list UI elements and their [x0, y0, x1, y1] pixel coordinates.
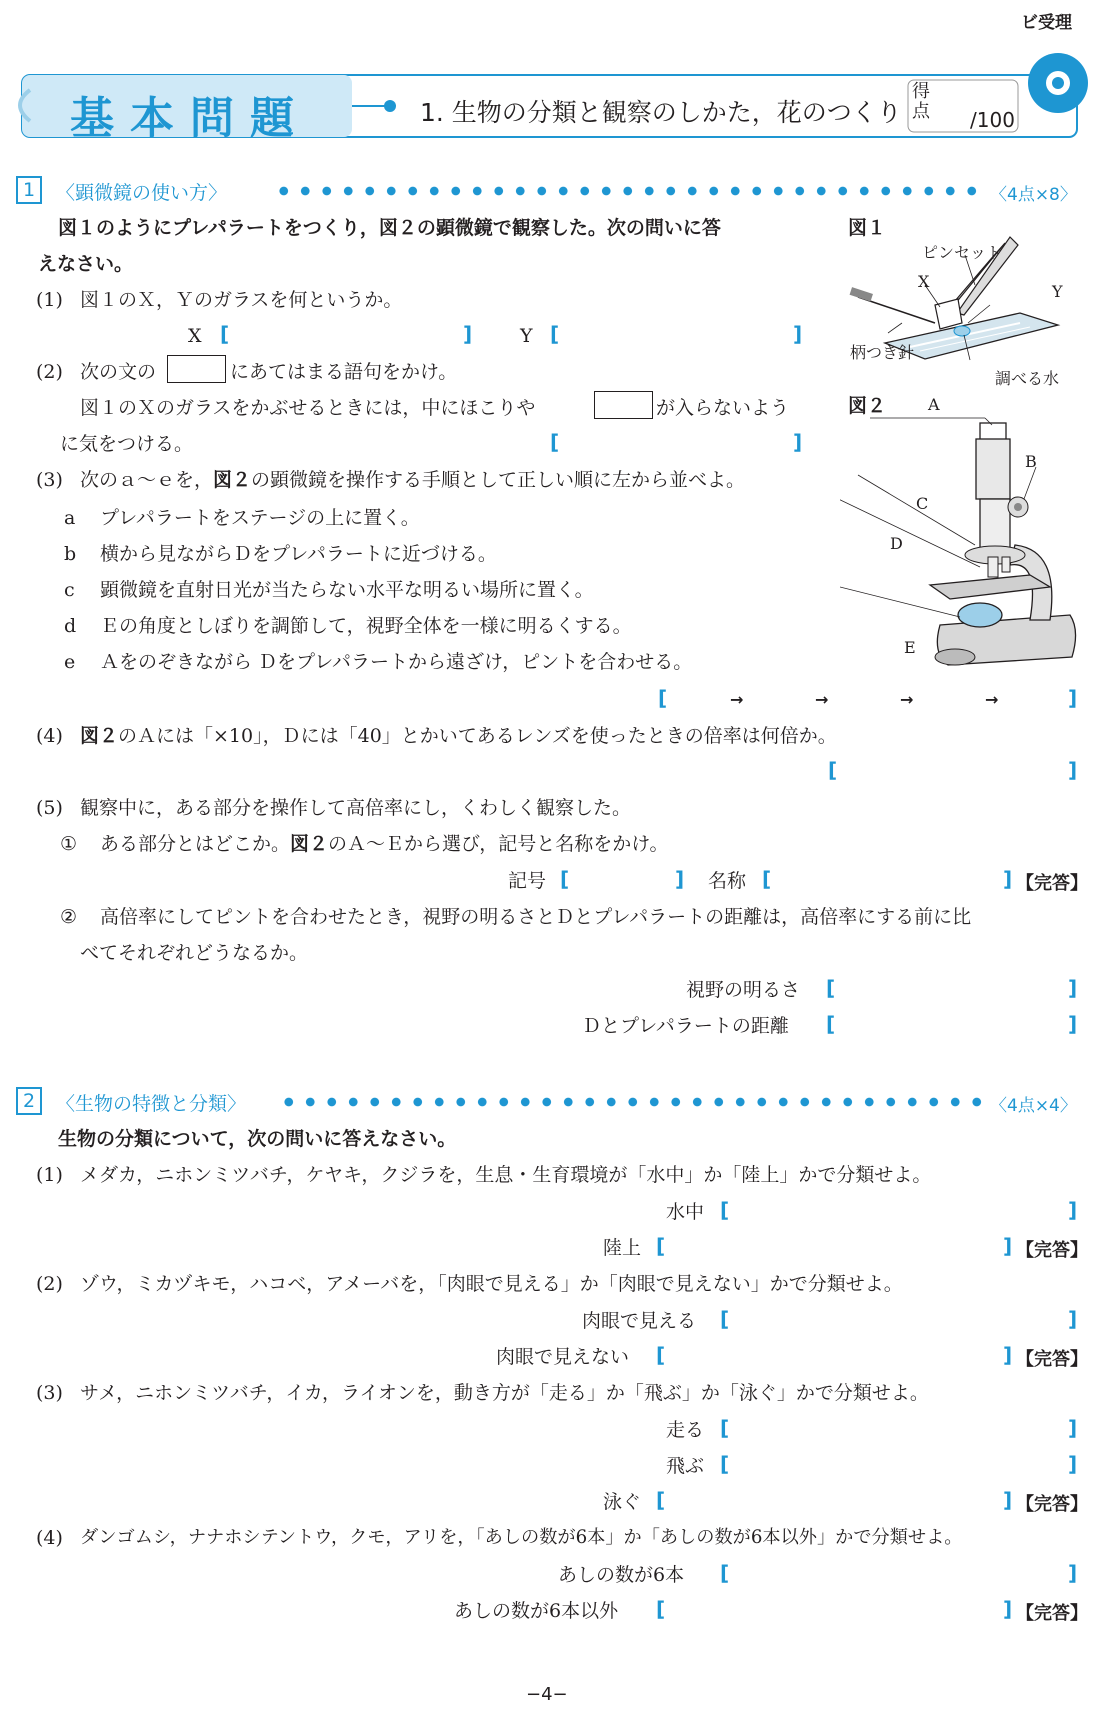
fig1-needle: 柄つき針	[850, 343, 915, 362]
q3-arrow: →	[815, 690, 829, 709]
s2-q3-fly-bracket-close: ]	[1068, 1452, 1078, 1476]
q2-blank-sample	[167, 355, 226, 383]
s2-q3-swim-bracket-open: [	[656, 1488, 666, 1512]
s2-q4-other-bracket-open: [	[656, 1597, 666, 1621]
s2-q1-water-label: 水中	[666, 1201, 705, 1223]
s2-q1-text: メダカ，ニホンミツバチ，ケヤキ，クジラを，生息・生育環境が「水中」か「陸上」かで分類せよ。	[80, 1164, 932, 1186]
q5-2-bright-answer[interactable]	[844, 974, 1064, 1002]
s2-q4-text: ダンゴムシ，ナナホシテントウ，クモ，アリを，「あしの数が6本」か「あしの数が6本以外」かで分類せよ。	[80, 1527, 963, 1548]
s2-q2-invisible-label: 肉眼で見えない	[496, 1346, 630, 1368]
q1-y-bracket-close: ]	[793, 322, 803, 346]
s2-q3-swim-label: 泳ぐ	[603, 1491, 642, 1513]
s2-q4-number: (4)	[36, 1527, 63, 1549]
fig1-x: X	[918, 272, 930, 291]
q3-item-letter: a	[64, 507, 76, 529]
complete-label: 【完答】	[1016, 873, 1088, 894]
q5-2-number: ②	[60, 906, 78, 928]
section-1-number: 1	[16, 176, 42, 204]
q2-bracket-close: ]	[793, 430, 803, 454]
page-number: −4−	[526, 1684, 568, 1705]
q1-x-bracket-open: [	[220, 322, 230, 346]
q5-1-text: ある部分とはどこか。図２のＡ～Ｅから選び，記号と名称をかけ。	[100, 833, 669, 855]
q2-answer[interactable]	[568, 428, 788, 456]
s2-q2-visible-bracket-close: ]	[1068, 1307, 1078, 1331]
s2-q3-swim-answer[interactable]	[674, 1486, 999, 1514]
q1-x-answer[interactable]	[238, 320, 458, 348]
s2-q3-run-bracket-close: ]	[1068, 1416, 1078, 1440]
q1-y-label: Y	[520, 325, 533, 347]
q1-y-answer[interactable]	[568, 320, 788, 348]
q5-2-distance-label: Ｄとプレパラートの距離	[582, 1015, 789, 1037]
q4-number: (4)	[36, 725, 63, 747]
q2-text-c: 図１のＸのガラスをかぶせるときには，中にほこりや	[80, 397, 536, 419]
score-label-1: 得	[912, 81, 930, 102]
q5-1-symbol-answer[interactable]	[578, 865, 673, 893]
complete-label: 【完答】	[1016, 1603, 1088, 1624]
s2-q4-six-label: あしの数が6本	[558, 1564, 685, 1586]
fig1-water: 調べる水	[995, 369, 1060, 388]
s2-q4-six-bracket-open: [	[720, 1561, 730, 1585]
s2-q2-visible-label: 肉眼で見える	[582, 1310, 697, 1332]
s2-q4-other-answer[interactable]	[674, 1595, 999, 1623]
q5-1-name-bracket-open: [	[762, 867, 772, 891]
s2-q3-fly-label: 飛ぶ	[666, 1455, 705, 1477]
s2-q4-six-bracket-close: ]	[1068, 1561, 1078, 1585]
s2-q2-invisible-answer[interactable]	[674, 1341, 999, 1369]
q2-blank	[594, 391, 653, 419]
q2-text-e: に気をつける。	[60, 433, 194, 455]
section-2-title: 〈生物の特徴と分類〉	[56, 1093, 247, 1115]
score-label-2: 点	[912, 101, 930, 122]
q2-text-d: が入らないよう	[656, 397, 790, 419]
q5-1-symbol-bracket-close: ]	[675, 867, 685, 891]
s2-q4-other-bracket-close: ]	[1003, 1597, 1013, 1621]
section-2-intro: 生物の分類について，次の問いに答えなさい。	[58, 1128, 457, 1150]
q2-bracket-open: [	[550, 430, 560, 454]
s2-q1-water-answer[interactable]	[738, 1196, 1063, 1224]
complete-label: 【完答】	[1016, 1494, 1088, 1515]
s2-q1-land-bracket-open: [	[656, 1234, 666, 1258]
s2-q3-run-label: 走る	[666, 1419, 705, 1441]
fig2-a: A	[928, 395, 940, 414]
s2-q1-water-bracket-open: [	[720, 1198, 730, 1222]
q3-item-letter: c	[64, 579, 75, 601]
s2-q4-six-answer[interactable]	[738, 1559, 1063, 1587]
fig1-tweezers: ピンセット	[922, 243, 1003, 262]
s2-q3-fly-answer[interactable]	[738, 1450, 1063, 1478]
s2-q2-number: (2)	[36, 1273, 63, 1295]
fig2-b: B	[1025, 452, 1037, 471]
q3-item-text: 横から見ながらＤをプレパラートに近づける。	[100, 543, 497, 565]
s2-q1-land-bracket-close: ]	[1003, 1234, 1013, 1258]
q5-1-name-answer[interactable]	[780, 865, 1000, 893]
s2-q2-invisible-bracket-open: [	[656, 1343, 666, 1367]
complete-label: 【完答】	[1016, 1240, 1088, 1261]
section-2-dots	[278, 1097, 983, 1107]
q3-text: 次のａ～ｅを，図２の顕微鏡を操作する手順として正しい順に左から並べよ。	[80, 469, 746, 491]
q1-y-bracket-open: [	[550, 322, 560, 346]
q1-number: (1)	[36, 289, 63, 311]
q5-2-bright-bracket-open: [	[826, 976, 836, 1000]
fig1-y: Y	[1052, 282, 1063, 301]
header-badge: 基本問題	[70, 93, 310, 144]
q5-2-distance-answer[interactable]	[844, 1010, 1064, 1038]
fig2-label: 図２	[848, 395, 887, 417]
q5-2-bright-label: 視野の明るさ	[686, 979, 801, 1001]
fig2-e: E	[904, 638, 916, 657]
s2-q3-text: サメ，ニホンミツバチ，イカ，ライオンを，動き方が「走る」か「飛ぶ」か「泳ぐ」かで分類せよ。	[80, 1382, 929, 1404]
intro-line-2: えなさい。	[38, 253, 134, 275]
q5-1-symbol-bracket-open: [	[560, 867, 570, 891]
fig2-c: C	[916, 494, 929, 513]
q3-bracket-close: ]	[1068, 686, 1078, 710]
q4-answer[interactable]	[846, 756, 1066, 784]
q5-1-symbol-label: 記号	[508, 870, 547, 892]
corner-label: ビ受理	[1021, 13, 1072, 33]
s2-q3-swim-bracket-close: ]	[1003, 1488, 1013, 1512]
q3-item-text: Ａをのぞきながら Ｄをプレパラートから遠ざけ，ピントを合わせる。	[100, 651, 693, 673]
s2-q4-other-label: あしの数が6本以外	[454, 1600, 619, 1622]
section-1-points: 〈4点×8〉	[990, 185, 1077, 205]
s2-q1-number: (1)	[36, 1164, 63, 1186]
q5-2-bright-bracket-close: ]	[1068, 976, 1078, 1000]
section-1-dots	[273, 186, 983, 196]
q5-2-distance-bracket-open: [	[826, 1012, 836, 1036]
q1-x-bracket-close: ]	[463, 322, 473, 346]
q5-1-name-label: 名称	[708, 870, 747, 892]
q3-item-text: 顕微鏡を直射日光が当たらない水平な明るい場所に置く。	[100, 579, 594, 601]
intro-line-1: 図１のようにプレパラートをつくり，図２の顕微鏡で観察した。次の問いに答	[58, 217, 721, 239]
header-title: 1. 生物の分類と観察のしかた，花のつくり	[420, 98, 902, 127]
q3-arrow: →	[985, 690, 999, 709]
section-1-title: 〈顕微鏡の使い方〉	[56, 182, 228, 204]
section-2-points: 〈4点×4〉	[990, 1096, 1077, 1116]
q3-arrow: →	[900, 690, 914, 709]
q3-item-letter: d	[64, 615, 77, 637]
s2-q2-visible-answer[interactable]	[738, 1305, 1063, 1333]
q5-text: 観察中に，ある部分を操作して高倍率にし，くわしく観察した。	[80, 797, 632, 819]
q5-2-text-a: 高倍率にしてピントを合わせたとき，視野の明るさとＤとプレパラートの距離は，高倍率にする前に比	[100, 906, 972, 928]
score-max: /100	[970, 108, 1015, 132]
q3-number: (3)	[36, 469, 63, 491]
q4-bracket-open: [	[828, 758, 838, 782]
q5-1-name-bracket-close: ]	[1003, 867, 1013, 891]
q4-bracket-close: ]	[1068, 758, 1078, 782]
fig1-label: 図１	[848, 217, 887, 239]
complete-label: 【完答】	[1016, 1349, 1088, 1370]
q3-item-text: プレパラートをステージの上に置く。	[100, 507, 420, 529]
q3-item-letter: e	[64, 651, 76, 673]
q3-item-letter: b	[64, 543, 77, 565]
q5-2-text-b: べてそれぞれどうなるか。	[80, 942, 309, 964]
s2-q2-visible-bracket-open: [	[720, 1307, 730, 1331]
q1-x-label: X	[188, 325, 202, 347]
s2-q3-run-answer[interactable]	[738, 1414, 1063, 1442]
s2-q1-land-answer[interactable]	[674, 1232, 999, 1260]
q5-number: (5)	[36, 797, 63, 819]
fig2-d: D	[890, 534, 903, 553]
microscope-drawing	[840, 395, 1090, 685]
s2-q3-run-bracket-open: [	[720, 1416, 730, 1440]
s2-q3-number: (3)	[36, 1382, 63, 1404]
q5-1-number: ①	[60, 833, 78, 855]
q3-bracket-open: [	[658, 686, 668, 710]
section-2-number: 2	[16, 1087, 42, 1115]
s2-q3-fly-bracket-open: [	[720, 1452, 730, 1476]
q1-text: 図１のＸ，Ｙのガラスを何というか。	[80, 289, 403, 311]
s2-q1-land-label: 陸上	[603, 1237, 642, 1259]
s2-q2-invisible-bracket-close: ]	[1003, 1343, 1013, 1367]
q4-text: 図２のＡには「×10」，Ｄには「40」とかいてあるレンズを使ったときの倍率は何倍か。	[80, 725, 837, 747]
s2-q1-water-bracket-close: ]	[1068, 1198, 1078, 1222]
q3-arrow: →	[730, 690, 744, 709]
s2-q2-text: ゾウ，ミカヅキモ，ハコベ，アメーバを，「肉眼で見える」か「肉眼で見えない」かで分類せよ。	[80, 1273, 903, 1295]
q3-item-text: Ｅの角度としぼりを調節して，視野全体を一様に明るくする。	[100, 615, 632, 637]
q5-2-distance-bracket-close: ]	[1068, 1012, 1078, 1036]
q2-number: (2)	[36, 361, 63, 383]
q2-text-b: にあてはまる語句をかけ。	[230, 361, 458, 383]
q2-text-a: 次の文の	[80, 361, 157, 383]
